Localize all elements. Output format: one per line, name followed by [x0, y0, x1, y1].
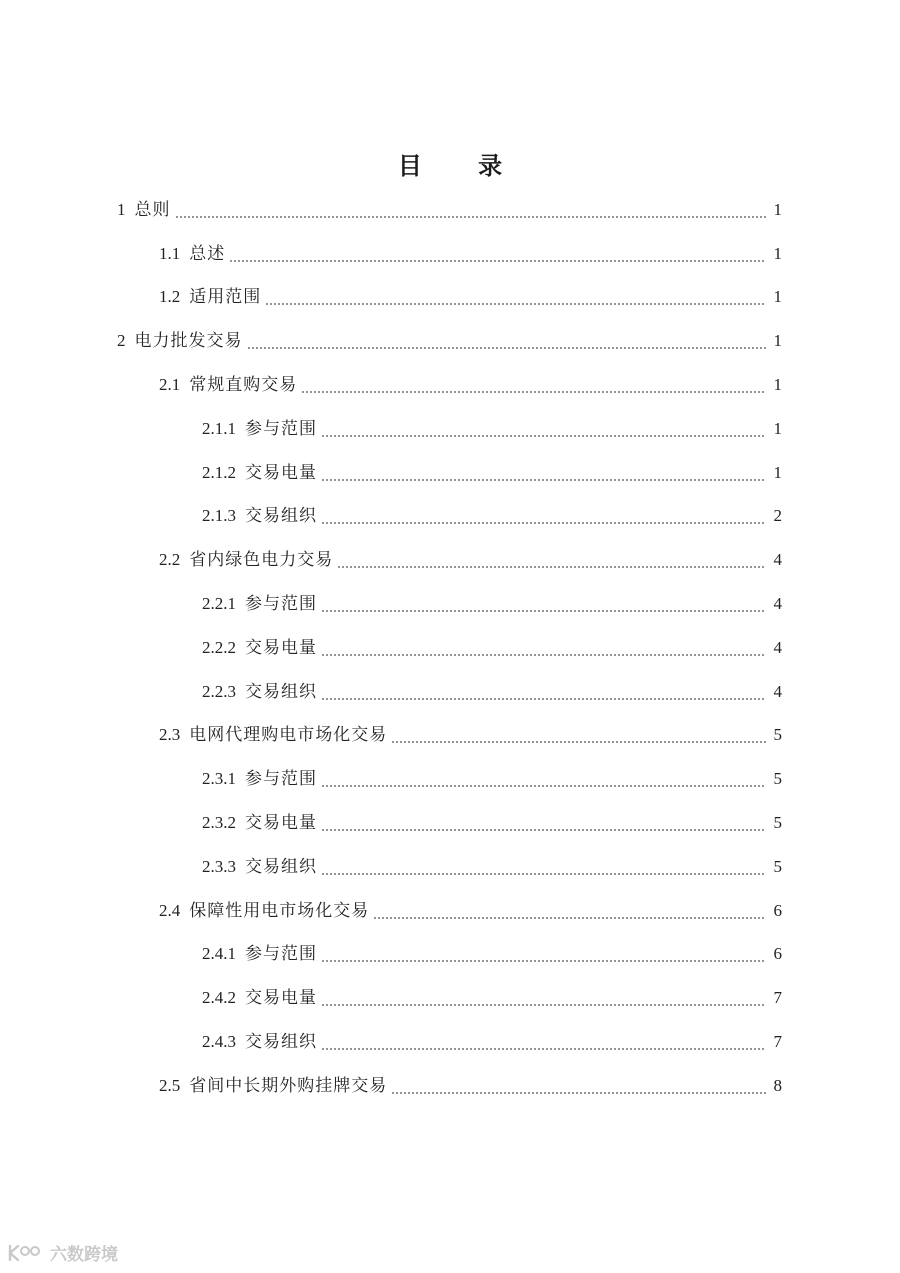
toc-leader-dots	[321, 419, 766, 439]
toc-entry-label: 交易电量	[245, 462, 317, 483]
toc-leader-dots	[321, 988, 766, 1008]
toc-page-number: 2	[773, 506, 782, 526]
toc-page-number: 7	[773, 1032, 782, 1052]
toc-entry-label: 适用范围	[189, 287, 262, 308]
toc-entry-label: 交易组织	[245, 856, 317, 877]
toc-entry-number: 2.2.3	[202, 681, 236, 701]
toc-entry-number: 2.4.3	[202, 1032, 236, 1052]
toc-title: 目 录	[397, 152, 527, 180]
toc-entry-number: 2.4.1	[202, 944, 236, 964]
toc-page-number: 1	[773, 375, 782, 395]
toc-entry-number: 2	[117, 331, 126, 351]
toc-entry[interactable]	[0, 670, 900, 714]
toc-entry-number: 2.2.1	[202, 594, 236, 614]
toc-entry-label: 保障性用电市场化交易	[189, 900, 370, 921]
toc-entry[interactable]	[0, 976, 900, 1020]
toc-leader-dots	[373, 901, 766, 921]
toc-page-number: 1	[773, 199, 782, 219]
toc-entry-label: 省间中长期外购挂牌交易	[189, 1075, 388, 1096]
toc-leader-dots	[321, 857, 766, 877]
toc-entry-label: 参与范围	[245, 594, 317, 615]
toc-entry-label: 省内绿色电力交易	[189, 550, 334, 571]
toc-page-number: 1	[773, 287, 782, 307]
toc-leader-dots	[175, 200, 767, 220]
toc-entry-number: 2.1	[159, 375, 181, 395]
toc-page-number: 4	[773, 550, 782, 570]
toc-page-number: 5	[773, 856, 782, 876]
toc-entry[interactable]	[0, 188, 900, 232]
toc-entry-label: 常规直购交易	[189, 375, 298, 396]
toc-page-number: 1	[773, 331, 782, 351]
toc-entry[interactable]	[0, 363, 900, 407]
watermark-text: 六数跨境	[50, 1245, 118, 1265]
toc-entry-label: 交易组织	[245, 681, 317, 702]
toc-leader-dots	[337, 550, 766, 570]
toc-entry[interactable]	[0, 889, 900, 933]
toc-leader-dots	[321, 944, 766, 964]
toc-entry-number: 2.2	[159, 550, 181, 570]
toc-page-number: 7	[773, 988, 782, 1008]
toc-leader-dots	[321, 506, 766, 526]
toc-leader-dots	[321, 463, 766, 483]
toc-entry-label: 交易电量	[245, 988, 317, 1009]
toc-entry-number: 1.1	[159, 243, 181, 263]
toc-entry-number: 2.2.2	[202, 637, 236, 657]
toc-entry-label: 交易电量	[245, 813, 317, 834]
toc-page-number: 4	[773, 594, 782, 614]
toc-page-number: 4	[773, 637, 782, 657]
toc-entry-label: 交易组织	[245, 506, 317, 527]
toc-entry-label: 交易电量	[245, 637, 317, 658]
toc-entry-number: 2.3.3	[202, 856, 236, 876]
toc-page-number: 1	[773, 418, 782, 438]
toc-entry[interactable]	[0, 495, 900, 539]
toc-leader-dots	[321, 769, 766, 789]
toc-entry-label: 电网代理购电市场化交易	[189, 725, 388, 746]
toc-entry-number: 2.3.1	[202, 769, 236, 789]
toc-entry[interactable]	[0, 1020, 900, 1064]
toc-leader-dots	[391, 725, 766, 745]
toc-leader-dots	[321, 813, 766, 833]
toc-entry-number: 2.4.2	[202, 988, 236, 1008]
toc-entry[interactable]	[0, 757, 900, 801]
toc-leader-dots	[391, 1076, 766, 1096]
toc-entry[interactable]	[0, 232, 900, 276]
toc-page-number: 6	[773, 900, 782, 920]
toc-page-number: 5	[773, 813, 782, 833]
toc-leader-dots	[301, 375, 766, 395]
toc-leader-dots	[321, 682, 766, 702]
toc-entry-label: 参与范围	[245, 944, 317, 965]
toc-entry-label: 总则	[134, 199, 171, 220]
toc-page-number: 6	[773, 944, 782, 964]
toc-page-number: 5	[773, 725, 782, 745]
watermark	[6, 1240, 118, 1265]
toc-entry[interactable]	[0, 538, 900, 582]
toc-entry-number: 2.5	[159, 1075, 181, 1095]
toc-entry[interactable]	[0, 451, 900, 495]
toc-entry[interactable]	[0, 276, 900, 320]
toc-entry-label: 参与范围	[245, 418, 317, 439]
toc-page-number: 5	[773, 769, 782, 789]
toc-entry-label: 参与范围	[245, 769, 317, 790]
toc-entry-number: 1.2	[159, 287, 181, 307]
toc-entry[interactable]	[0, 407, 900, 451]
toc-entry-label: 交易组织	[245, 1032, 317, 1053]
toc-entry-label: 电力批发交易	[134, 331, 243, 352]
toc-entry[interactable]	[0, 801, 900, 845]
toc-list	[0, 188, 900, 1108]
toc-page-number: 1	[773, 462, 782, 482]
toc-leader-dots	[247, 331, 767, 351]
toc-entry[interactable]	[0, 845, 900, 889]
toc-leader-dots	[321, 594, 766, 614]
toc-entry-number: 2.3.2	[202, 813, 236, 833]
toc-entry-label: 总述	[189, 243, 226, 264]
toc-page-number: 8	[773, 1075, 782, 1095]
toc-leader-dots	[321, 638, 766, 658]
toc-leader-dots	[229, 244, 766, 264]
toc-entry[interactable]	[0, 319, 900, 363]
toc-entry[interactable]	[0, 1064, 900, 1108]
toc-entry[interactable]	[0, 582, 900, 626]
toc-entry[interactable]	[0, 933, 900, 977]
toc-page-number: 4	[773, 681, 782, 701]
toc-leader-dots	[321, 1032, 766, 1052]
toc-entry[interactable]	[0, 626, 900, 670]
toc-entry-number: 2.4	[159, 900, 181, 920]
toc-leader-dots	[265, 287, 766, 307]
toc-entry-number: 2.1.3	[202, 506, 236, 526]
toc-page-number: 1	[773, 243, 782, 263]
k-logo-icon	[6, 1243, 46, 1263]
toc-entry[interactable]	[0, 714, 900, 758]
toc-entry-number: 1	[117, 199, 126, 219]
toc-entry-number: 2.1.2	[202, 462, 236, 482]
toc-entry-number: 2.1.1	[202, 418, 236, 438]
toc-entry-number: 2.3	[159, 725, 181, 745]
